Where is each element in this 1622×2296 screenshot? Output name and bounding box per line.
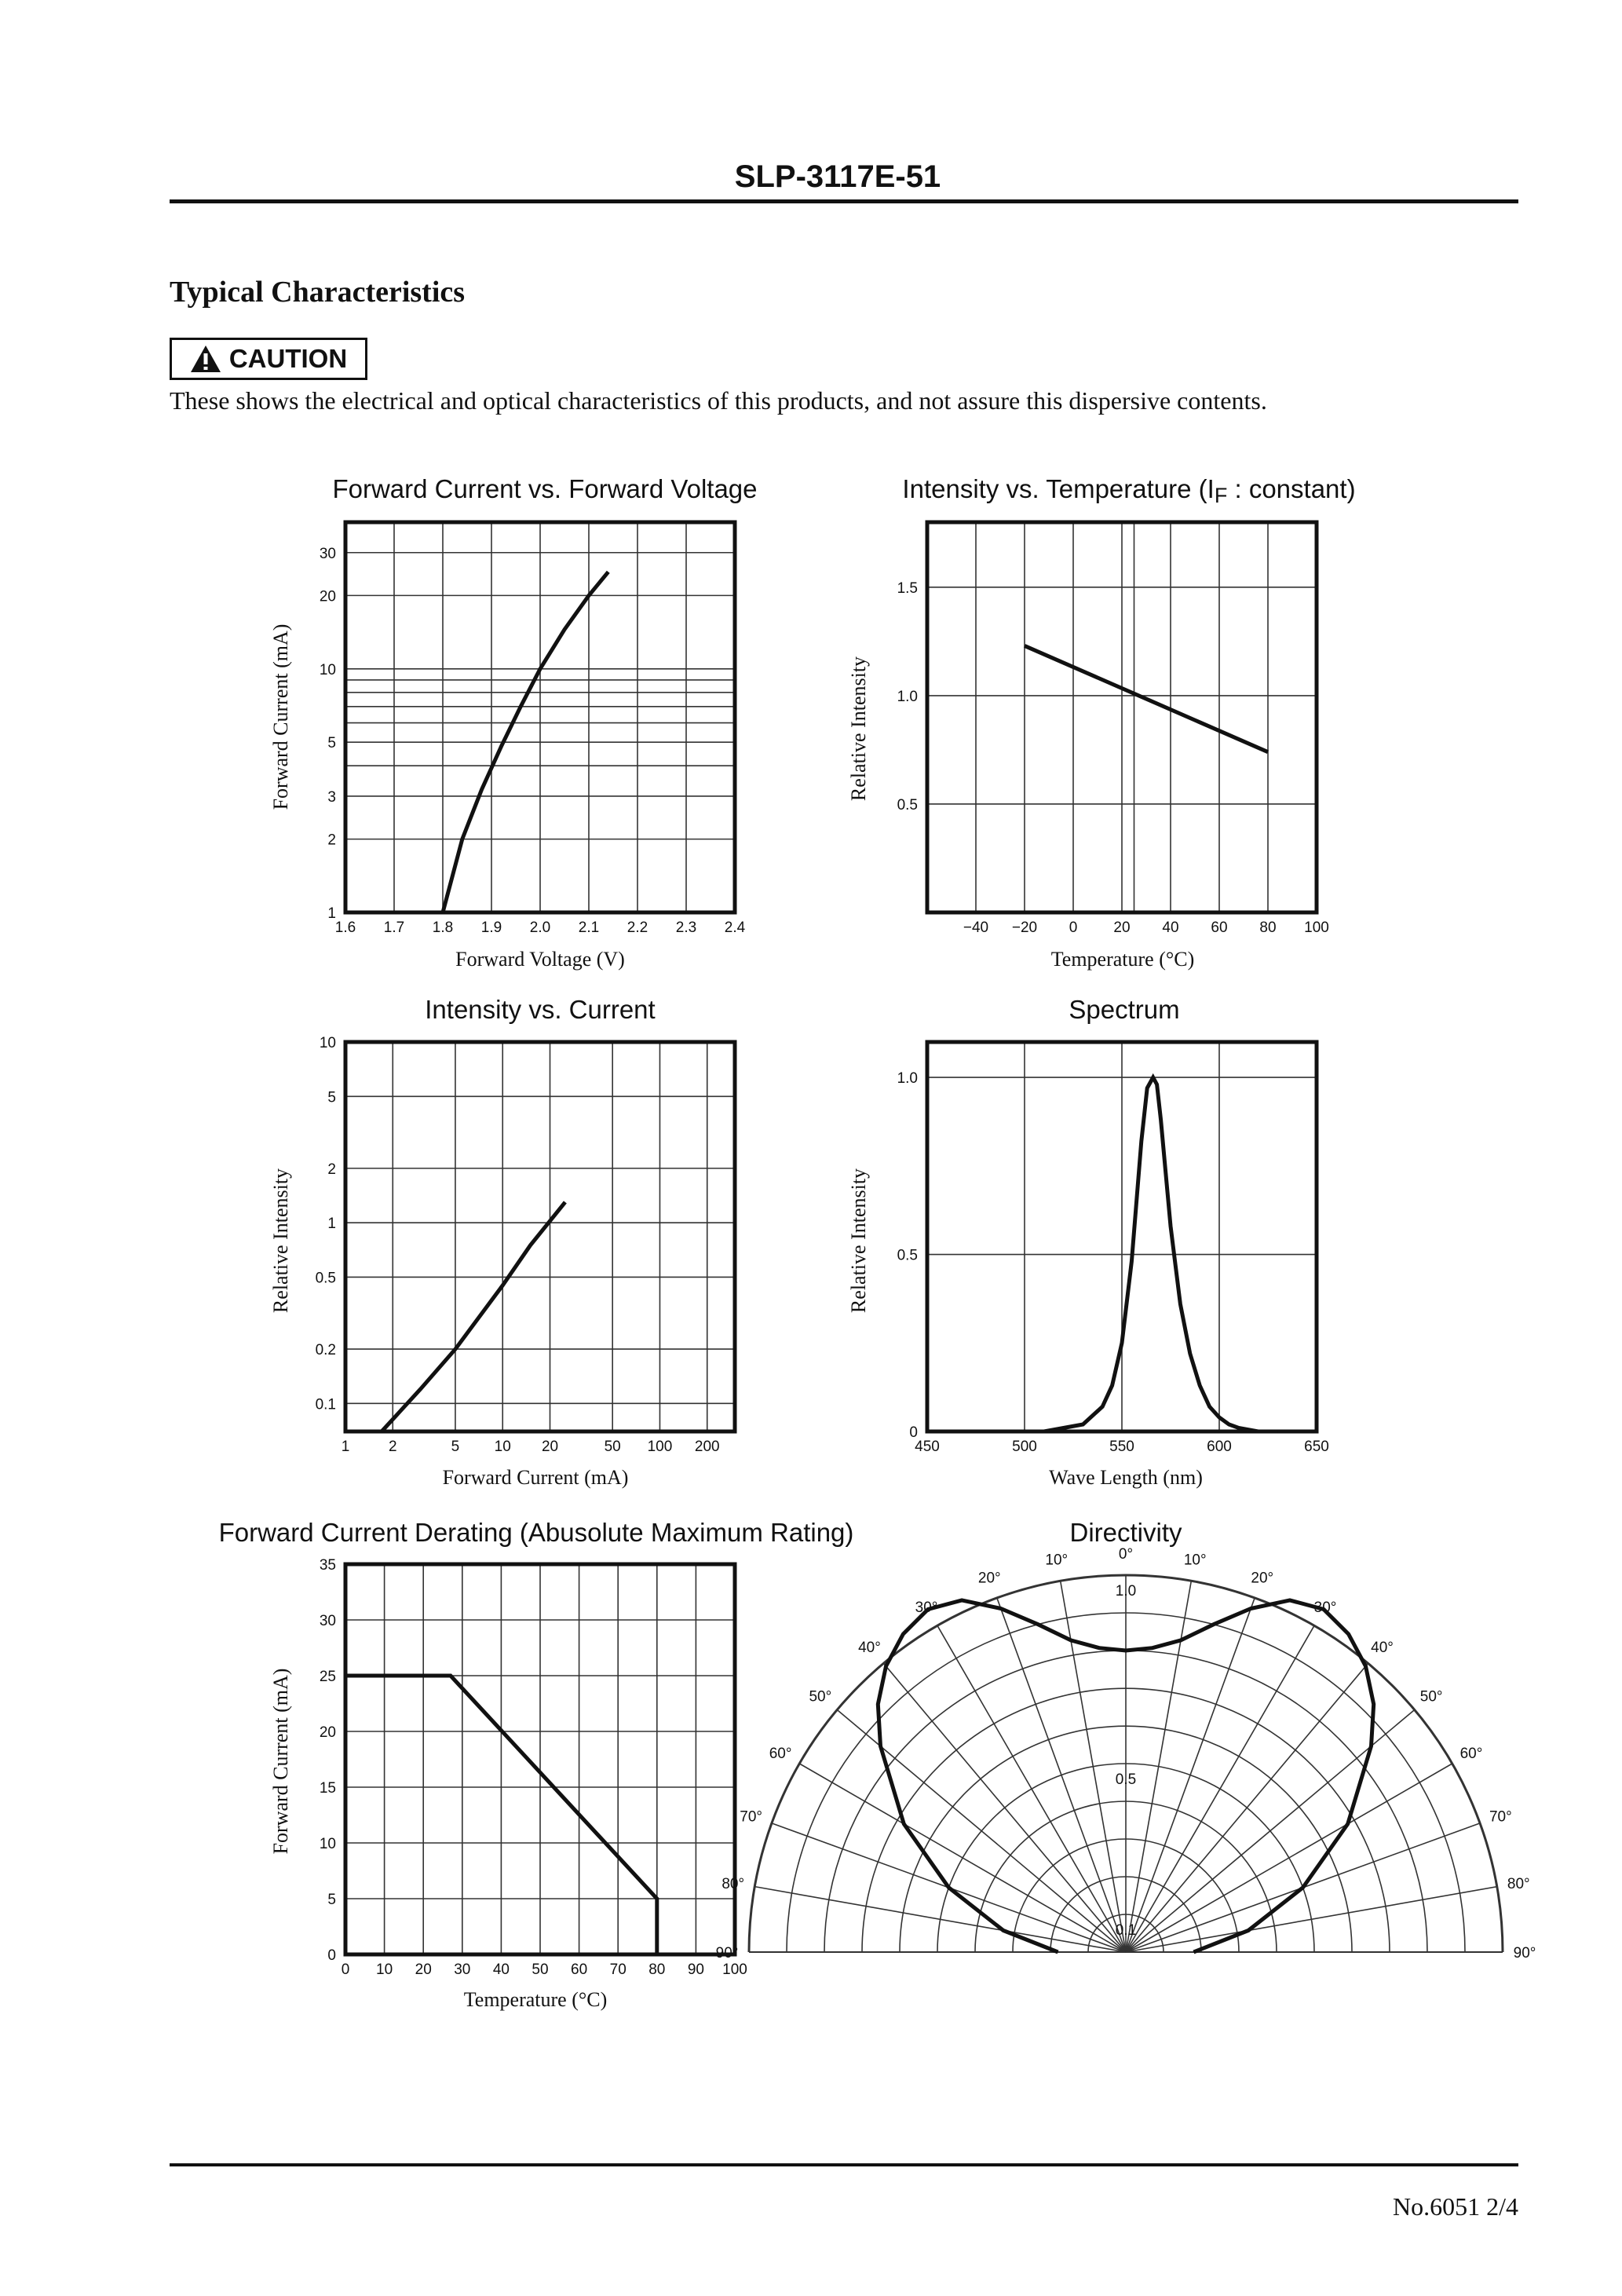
angle-label: 0°	[1118, 1546, 1134, 1563]
x-tick-label: 40	[492, 1961, 510, 1978]
data-curve	[1025, 645, 1268, 751]
x-tick-label: 550	[1109, 1439, 1134, 1455]
chart-forward-current-vs-voltage	[269, 474, 758, 971]
y-tick-label: 0.2	[315, 1342, 336, 1359]
polar-radial-line	[883, 1663, 1126, 1952]
x-tick-label: 2	[388, 1439, 397, 1455]
x-tick-label: 2.0	[529, 919, 551, 936]
x-tick-label: 1.8	[432, 919, 454, 936]
y-axis-label: Forward Current (mA)	[269, 1668, 292, 1855]
radial-label: 0.5	[1115, 1771, 1137, 1788]
x-tick-label: 1.6	[334, 919, 356, 936]
x-tick-label: −40	[963, 919, 989, 936]
angle-label: 10°	[1183, 1552, 1207, 1569]
caution-label: CAUTION	[228, 344, 348, 373]
x-tick-label: 1.7	[383, 919, 405, 936]
angle-label: 50°	[1419, 1688, 1443, 1706]
y-tick-label: 35	[319, 1557, 336, 1574]
y-tick-label: 5	[327, 1892, 336, 1908]
x-tick-label: 10	[376, 1961, 393, 1978]
y-tick-label: 0.5	[315, 1270, 336, 1287]
angle-label: 50°	[809, 1688, 832, 1706]
x-tick-label: 1	[341, 1439, 350, 1455]
y-tick-label: 1.0	[897, 688, 918, 705]
page-reference: No.6051 2/4	[1393, 2192, 1518, 2221]
chart-forward-current-derating	[219, 1518, 854, 2011]
x-tick-label: 2.2	[627, 919, 648, 936]
y-tick-label: 25	[319, 1669, 336, 1685]
angle-label: 90°	[715, 1945, 739, 1961]
y-tick-label: 10	[319, 1035, 336, 1051]
y-tick-label: 10	[319, 661, 336, 678]
y-axis-label: Relative Intensity	[847, 656, 870, 802]
x-tick-label: 5	[451, 1439, 460, 1455]
y-tick-label: 5	[327, 735, 336, 752]
y-tick-label: 30	[319, 545, 336, 562]
x-tick-label: 100	[647, 1439, 673, 1455]
angle-label: 10°	[1045, 1552, 1069, 1569]
x-tick-label: 2.4	[724, 919, 746, 936]
y-axis-label: Forward Current (mA)	[269, 623, 292, 810]
angle-label: 20°	[1251, 1570, 1274, 1587]
y-tick-label: 0.1	[315, 1396, 336, 1413]
x-tick-label: 70	[609, 1961, 627, 1978]
chart-title-suffix: : constant)	[1227, 474, 1356, 503]
document-title: SLP-3117E-51	[734, 159, 941, 194]
x-tick-label: 2.1	[578, 919, 600, 936]
x-tick-label: 450	[915, 1439, 940, 1455]
x-tick-label: 40	[1162, 919, 1179, 936]
x-tick-label: 20	[541, 1439, 559, 1455]
x-tick-label: 600	[1207, 1439, 1232, 1455]
angle-label: 60°	[769, 1746, 792, 1762]
plot-frame	[345, 1042, 735, 1431]
x-tick-label: 0	[341, 1961, 350, 1978]
y-tick-label: 1	[327, 1216, 336, 1233]
x-axis-label: Forward Voltage (V)	[455, 948, 625, 971]
disclaimer-text: These shows the electrical and optical characteristics of this products, and not assure this dispersive contents.	[170, 386, 1267, 415]
x-tick-label: 60	[1211, 919, 1228, 936]
x-axis-label: Forward Current (mA)	[442, 1466, 629, 1489]
footer-rule	[170, 2163, 1518, 2166]
angle-label: 60°	[1459, 1746, 1483, 1762]
angle-label: 70°	[740, 1808, 763, 1826]
chart-directivity	[716, 1518, 1536, 1961]
y-tick-label: 1.0	[897, 1070, 918, 1088]
x-tick-label: 500	[1012, 1439, 1037, 1455]
x-tick-label: 50	[532, 1961, 549, 1978]
x-axis-label: Temperature (°C)	[463, 1988, 608, 2011]
chart-title	[902, 474, 1355, 507]
x-tick-label: −20	[1011, 919, 1038, 936]
x-tick-label: 30	[454, 1961, 471, 1978]
chart-title: Intensity vs. Current	[425, 995, 656, 1024]
y-tick-label: 1.5	[897, 579, 918, 597]
y-tick-label: 5	[327, 1089, 336, 1106]
x-tick-label: 50	[604, 1439, 621, 1455]
y-tick-label: 20	[319, 1724, 336, 1741]
x-tick-label: 80	[648, 1961, 666, 1978]
x-tick-label: 200	[694, 1439, 720, 1455]
x-tick-label: 80	[1259, 919, 1277, 936]
y-tick-label: 10	[319, 1836, 336, 1852]
angle-label: 40°	[858, 1639, 881, 1656]
y-tick-label: 2	[327, 1161, 336, 1178]
angle-label: 20°	[977, 1570, 1001, 1587]
x-axis-label: Wave Length (nm)	[1049, 1466, 1203, 1489]
chart-title-main: Intensity vs. Temperature (I	[902, 474, 1215, 503]
x-axis-label: Temperature (°C)	[1050, 948, 1195, 971]
y-tick-label: 30	[319, 1613, 336, 1629]
y-tick-label: 0.5	[897, 796, 918, 813]
y-axis-label: Relative Intensity	[847, 1168, 870, 1314]
chart-intensity-vs-current	[269, 995, 735, 1489]
x-tick-label: 1.9	[480, 919, 502, 936]
angle-label: 30°	[915, 1600, 938, 1617]
x-tick-label: 90	[687, 1961, 704, 1978]
x-tick-label: 10	[494, 1439, 511, 1455]
y-tick-label: 0	[327, 1947, 336, 1964]
data-curve	[382, 1202, 565, 1431]
chart-title: Spectrum	[1069, 995, 1180, 1024]
chart-title-subscript: F	[1214, 484, 1228, 507]
y-tick-label: 2	[327, 832, 336, 849]
chart-spectrum	[847, 995, 1329, 1489]
angle-label: 90°	[1513, 1945, 1536, 1961]
y-tick-label: 20	[319, 588, 336, 605]
angle-label: 30°	[1313, 1600, 1337, 1617]
x-tick-label: 20	[1113, 919, 1131, 936]
x-tick-label: 100	[1304, 919, 1329, 936]
section-title: Typical Characteristics	[170, 276, 466, 309]
angle-label: 40°	[1371, 1639, 1394, 1656]
y-tick-label: 0	[909, 1424, 918, 1441]
x-tick-label: 650	[1304, 1439, 1329, 1455]
radial-label: 0.1	[1115, 1922, 1137, 1939]
angle-label: 70°	[1489, 1808, 1512, 1826]
y-axis-label: Relative Intensity	[269, 1168, 292, 1314]
x-tick-label: 60	[571, 1961, 588, 1978]
angle-label: 80°	[1507, 1875, 1530, 1892]
y-tick-label: 3	[327, 788, 336, 806]
chart-title: Forward Current vs. Forward Voltage	[332, 474, 758, 503]
y-tick-label: 1	[327, 905, 336, 922]
chart-intensity-vs-temperature	[847, 474, 1356, 971]
radial-label: 1.0	[1115, 1583, 1137, 1600]
x-tick-label: 0	[1069, 919, 1078, 936]
y-tick-label: 15	[319, 1780, 336, 1797]
x-tick-label: 20	[415, 1961, 432, 1978]
x-tick-label: 100	[722, 1961, 747, 1978]
polar-radial-line	[1126, 1663, 1368, 1952]
y-tick-label: 0.5	[897, 1247, 918, 1264]
chart-title: Forward Current Derating (Abusolute Maximum Rating)	[218, 1518, 854, 1547]
angle-label: 80°	[721, 1875, 745, 1892]
x-tick-label: 2.3	[675, 919, 697, 936]
chart-title: Directivity	[1069, 1518, 1182, 1547]
